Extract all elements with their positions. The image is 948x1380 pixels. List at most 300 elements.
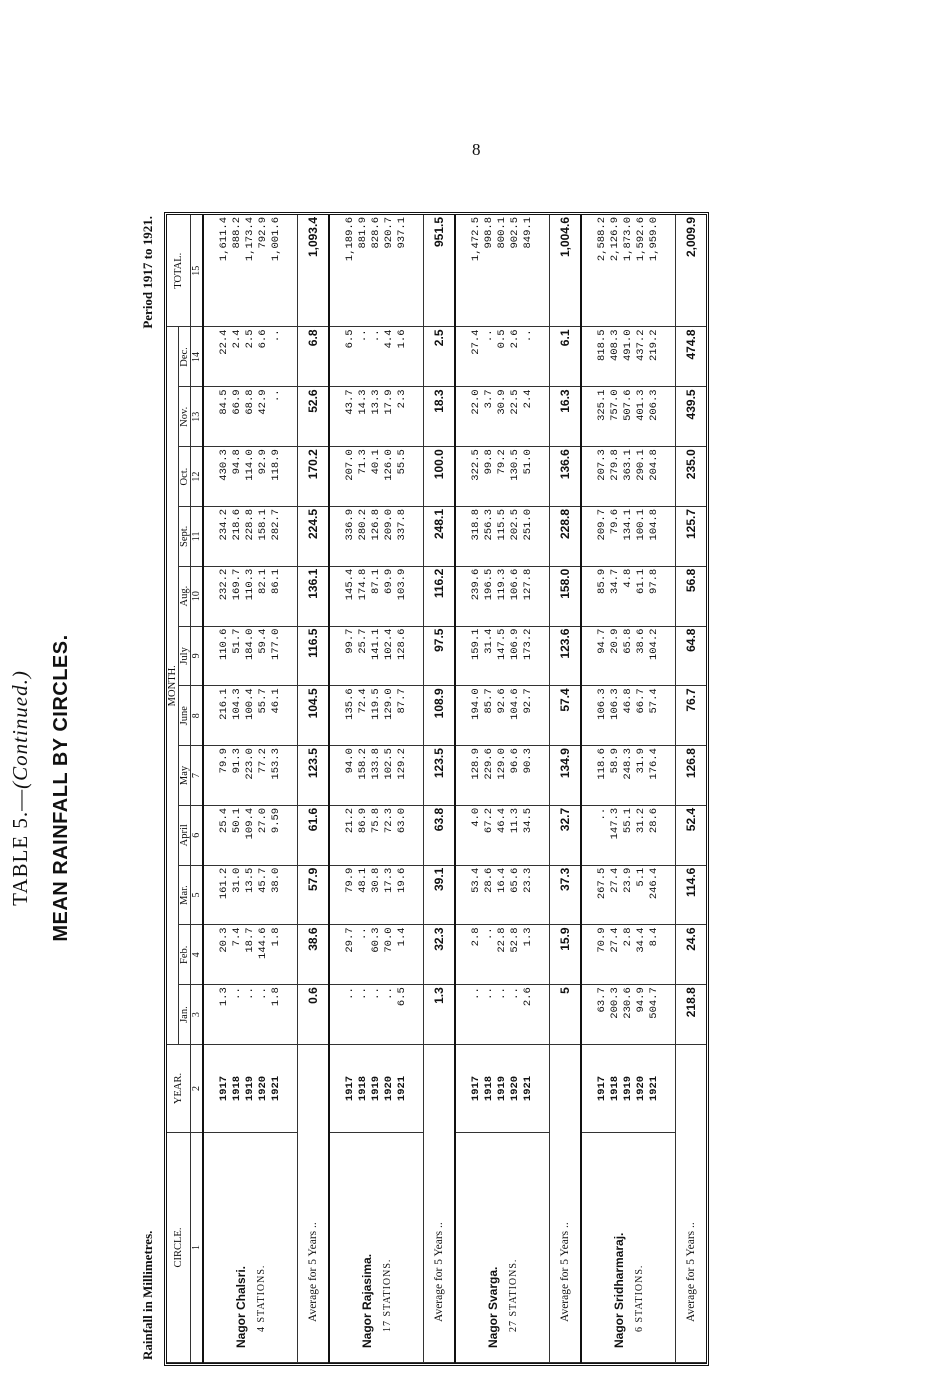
total-value: 828.6 xyxy=(370,217,382,249)
average-value: 57.4 xyxy=(550,686,582,746)
month-value: 23.9 xyxy=(622,867,634,893)
month-value: 79.6 xyxy=(609,508,621,535)
average-label: Average for 5 Years .. xyxy=(676,1045,707,1363)
month-value: 184.0 xyxy=(244,628,256,661)
month-value: 23.3 xyxy=(522,867,534,893)
month-value: 106.3 xyxy=(609,688,621,720)
month-value: 6.5 xyxy=(344,329,356,349)
month-value: 14.3 xyxy=(357,389,369,415)
month-value: 38.0 xyxy=(270,867,282,893)
year-value: 1921 xyxy=(522,1075,534,1102)
month-value: 94.0 xyxy=(344,748,356,774)
month-value: 133.8 xyxy=(370,748,382,780)
year-cell xyxy=(203,1045,298,1133)
page-number: 8 xyxy=(472,140,481,159)
total-cell xyxy=(329,215,424,327)
circle-cell xyxy=(581,1133,676,1363)
month-cell xyxy=(329,686,424,746)
month-cell xyxy=(581,985,676,1045)
average-value: 224.5 xyxy=(298,506,330,566)
year-value: 1920 xyxy=(509,1075,521,1102)
month-value: 1.3 xyxy=(522,927,534,947)
month-value: 1.4 xyxy=(396,927,408,947)
total-value: 1,592.6 xyxy=(635,217,647,262)
month-value: 207.3 xyxy=(596,449,608,481)
month-value: 206.3 xyxy=(648,389,660,421)
month-value: 66.9 xyxy=(231,389,243,415)
month-cell xyxy=(455,985,550,1045)
month-value: 128.9 xyxy=(470,748,482,780)
year-value: 1917 xyxy=(218,1075,230,1102)
circle-stations: 17 STATIONS. xyxy=(382,1258,393,1332)
month-value: 46.1 xyxy=(270,688,282,714)
month-cell xyxy=(203,566,298,626)
month-value: 66.7 xyxy=(635,688,647,714)
month-value: 232.2 xyxy=(218,568,230,601)
month-value: 22.8 xyxy=(496,927,508,953)
month-value: 22.5 xyxy=(509,389,521,415)
table-title: TABLE 5.—(Continued.) xyxy=(8,670,32,906)
average-value: 100.0 xyxy=(424,447,456,507)
month-value: 85.7 xyxy=(483,688,495,714)
header-month-6: July xyxy=(179,626,191,686)
average-value: 116.2 xyxy=(424,566,456,626)
month-value: 4.8 xyxy=(622,568,634,588)
average-value: 0.6 xyxy=(298,985,330,1045)
month-value: 43.7 xyxy=(344,389,356,415)
month-cell xyxy=(455,506,550,566)
month-cell xyxy=(581,506,676,566)
month-value: 94.7 xyxy=(596,628,608,654)
total-value: 849.1 xyxy=(522,217,534,249)
month-value: 491.0 xyxy=(622,329,634,362)
month-value: 25.7 xyxy=(357,628,369,654)
month-value: 282.7 xyxy=(270,508,282,541)
month-cell xyxy=(581,925,676,985)
month-value: 818.5 xyxy=(596,329,608,362)
month-value: 119.5 xyxy=(370,688,382,720)
header-colnum-5: 6 xyxy=(191,805,204,865)
month-value: 104.2 xyxy=(648,628,660,661)
year-value: 1921 xyxy=(396,1075,408,1102)
average-value: 1,004.6 xyxy=(550,215,582,327)
month-cell xyxy=(203,506,298,566)
month-value: 94.8 xyxy=(231,449,243,475)
month-value: 228.8 xyxy=(244,508,256,541)
month-value: .. xyxy=(244,987,256,1000)
month-value: 507.6 xyxy=(622,389,634,421)
month-value: 173.2 xyxy=(522,628,534,661)
month-value: .. xyxy=(483,329,495,343)
average-value: 136.6 xyxy=(550,447,582,507)
total-value: 920.7 xyxy=(383,217,395,249)
average-value: 228.8 xyxy=(550,506,582,566)
month-value: 13.3 xyxy=(370,389,382,415)
month-value: 65.8 xyxy=(622,628,634,654)
month-value: 72.4 xyxy=(357,688,369,714)
header-year: YEAR. xyxy=(167,1045,191,1133)
header-month-10: Nov. xyxy=(179,387,191,447)
average-row xyxy=(676,215,707,1363)
month-value: 318.8 xyxy=(470,508,482,541)
month-cell xyxy=(455,686,550,746)
month-value: 48.1 xyxy=(357,867,369,893)
month-value: 71.3 xyxy=(357,449,369,475)
average-value: 37.3 xyxy=(550,865,582,925)
month-value: 46.8 xyxy=(622,688,634,714)
rainfall-table xyxy=(164,212,709,1366)
month-value: 31.4 xyxy=(483,628,495,654)
month-cell xyxy=(329,865,424,925)
month-value: 22.4 xyxy=(218,329,230,355)
header-colnum-10: 11 xyxy=(191,506,204,566)
units-note: Rainfall in Millimetres. xyxy=(140,1230,155,1360)
header-colnum-1: 2 xyxy=(191,1045,204,1133)
month-value: .. xyxy=(596,807,608,821)
circle-data-row xyxy=(329,215,424,1363)
month-value: 230.6 xyxy=(622,987,634,1019)
year-value: 1920 xyxy=(383,1075,395,1102)
month-value: 129.2 xyxy=(396,748,408,780)
month-value: 61.1 xyxy=(635,568,647,594)
month-cell xyxy=(581,805,676,865)
month-value: .. xyxy=(496,987,508,1000)
average-value: 2,009.9 xyxy=(676,215,707,327)
total-value: 1,959.0 xyxy=(648,217,660,262)
month-value: 55.5 xyxy=(396,449,408,475)
month-value: 13.5 xyxy=(244,867,256,893)
month-value: 219.2 xyxy=(648,329,660,362)
month-cell xyxy=(455,805,550,865)
month-value: 159.1 xyxy=(470,628,482,661)
month-value: 52.8 xyxy=(509,927,521,953)
month-cell xyxy=(203,746,298,806)
month-value: 100.1 xyxy=(635,508,647,541)
month-value: .. xyxy=(344,987,356,1000)
total-value: 2,588.2 xyxy=(596,217,608,262)
average-value: 15.9 xyxy=(550,925,582,985)
month-value: 96.6 xyxy=(509,748,521,774)
month-value: 110.6 xyxy=(218,628,230,661)
month-value: 51.0 xyxy=(522,449,534,475)
average-value: 123.5 xyxy=(298,746,330,806)
month-value: 280.2 xyxy=(357,508,369,541)
header-month-5: June xyxy=(179,686,191,746)
month-cell xyxy=(581,566,676,626)
circle-data-row xyxy=(581,215,676,1363)
average-value: 16.3 xyxy=(550,387,582,447)
month-cell xyxy=(455,566,550,626)
header-colnum-12: 13 xyxy=(191,387,204,447)
month-value: 229.6 xyxy=(483,748,495,780)
month-value: 20.9 xyxy=(609,628,621,654)
month-value: 147.3 xyxy=(609,807,621,840)
month-cell xyxy=(329,566,424,626)
year-value: 1919 xyxy=(370,1075,382,1102)
month-value: 87.1 xyxy=(370,568,382,594)
month-value: 21.2 xyxy=(344,807,356,834)
month-value: 31.2 xyxy=(635,807,647,834)
month-value: 408.3 xyxy=(609,329,621,362)
month-value: 70.9 xyxy=(596,927,608,953)
month-value: .. xyxy=(483,927,495,941)
month-value: .. xyxy=(357,987,369,1000)
total-cell xyxy=(455,215,550,327)
average-row xyxy=(424,215,456,1363)
month-cell xyxy=(329,447,424,507)
month-value: 129.0 xyxy=(496,748,508,780)
month-value: 5.1 xyxy=(635,867,647,887)
month-value: 28.6 xyxy=(483,867,495,893)
average-value: 64.8 xyxy=(676,626,707,686)
header-colnum-11: 12 xyxy=(191,447,204,507)
year-value: 1919 xyxy=(244,1075,256,1102)
month-value: 3.7 xyxy=(483,389,495,409)
month-value: 99.7 xyxy=(344,628,356,654)
header-month-0: Jan. xyxy=(179,985,191,1045)
average-label: Average for 5 Years .. xyxy=(298,1045,330,1363)
month-cell xyxy=(581,447,676,507)
month-value: 256.3 xyxy=(483,508,495,541)
total-value: 998.8 xyxy=(483,217,495,249)
month-value: 86.1 xyxy=(270,568,282,594)
total-cell xyxy=(581,215,676,327)
total-value: 881.9 xyxy=(357,217,369,249)
month-value: 85.9 xyxy=(596,568,608,594)
month-value: 57.4 xyxy=(648,688,660,714)
average-value: 125.7 xyxy=(676,506,707,566)
month-value: 8.4 xyxy=(648,927,660,947)
month-value: 336.9 xyxy=(344,508,356,541)
year-value: 1920 xyxy=(635,1075,647,1102)
month-value: .. xyxy=(509,987,521,1000)
table-subtitle: MEAN RAINFALL BY CIRCLES. xyxy=(50,634,72,942)
total-value: 800.1 xyxy=(496,217,508,249)
average-value: 38.6 xyxy=(298,925,330,985)
average-value: 39.1 xyxy=(424,865,456,925)
month-value: .. xyxy=(257,987,269,1000)
total-value: 937.1 xyxy=(396,217,408,249)
month-value: 91.3 xyxy=(231,748,243,774)
month-value: 144.6 xyxy=(257,927,269,959)
month-cell xyxy=(203,447,298,507)
month-cell xyxy=(329,327,424,387)
year-value: 1917 xyxy=(470,1075,482,1102)
average-value: 61.6 xyxy=(298,805,330,865)
header-colnum-9: 10 xyxy=(191,566,204,626)
month-value: 290.1 xyxy=(635,449,647,481)
month-value: 4.0 xyxy=(470,807,482,827)
month-value: 38.6 xyxy=(635,628,647,654)
month-value: 504.7 xyxy=(648,987,660,1019)
average-value: 116.5 xyxy=(298,626,330,686)
month-value: 169.7 xyxy=(231,568,243,601)
month-value: 27.4 xyxy=(609,927,621,953)
month-value: 177.0 xyxy=(270,628,282,661)
month-value: 22.0 xyxy=(470,389,482,415)
circle-name: Nagor Rajasima. xyxy=(360,1253,374,1348)
header-month-4: May xyxy=(179,746,191,806)
month-value: .. xyxy=(522,329,534,343)
header-colnum-3: 4 xyxy=(191,925,204,985)
month-cell xyxy=(455,865,550,925)
month-value: 92.7 xyxy=(522,688,534,714)
month-value: .. xyxy=(270,329,282,343)
average-row xyxy=(298,215,330,1363)
total-value: 1,001.6 xyxy=(270,217,282,262)
month-value: 60.3 xyxy=(370,927,382,953)
month-value: 87.7 xyxy=(396,688,408,714)
average-value: 123.6 xyxy=(550,626,582,686)
header-month-1: Feb. xyxy=(179,925,191,985)
month-value: 40.1 xyxy=(370,449,382,475)
month-value: 31.9 xyxy=(635,748,647,774)
month-value: 63.7 xyxy=(596,987,608,1013)
month-value: 103.9 xyxy=(396,568,408,601)
month-value: 28.6 xyxy=(648,807,660,834)
header-colnum-13: 14 xyxy=(191,327,204,387)
circle-cell xyxy=(329,1133,424,1363)
average-value: 108.9 xyxy=(424,686,456,746)
month-value: 19.6 xyxy=(396,867,408,893)
month-value: .. xyxy=(383,987,395,1000)
average-value: 32.7 xyxy=(550,805,582,865)
month-value: 77.2 xyxy=(257,748,269,774)
month-value: 325.1 xyxy=(596,389,608,421)
month-value: 53.4 xyxy=(470,867,482,893)
month-value: 1.8 xyxy=(270,927,282,947)
month-value: 1.8 xyxy=(270,987,282,1007)
average-value: 18.3 xyxy=(424,387,456,447)
month-value: 119.3 xyxy=(496,568,508,601)
month-cell xyxy=(203,387,298,447)
month-cell xyxy=(455,626,550,686)
month-value: 202.5 xyxy=(509,508,521,541)
month-value: 110.3 xyxy=(244,568,256,601)
average-value: 57.9 xyxy=(298,865,330,925)
month-value: 34.7 xyxy=(609,568,621,594)
month-value: 4.4 xyxy=(383,329,395,349)
year-value: 1917 xyxy=(344,1075,356,1102)
month-value: 97.8 xyxy=(648,568,660,594)
header-colnum-6: 7 xyxy=(191,746,204,806)
month-cell xyxy=(329,925,424,985)
month-value: 135.6 xyxy=(344,688,356,720)
month-value: 55.1 xyxy=(622,807,634,834)
average-label: Average for 5 Years .. xyxy=(424,1045,456,1363)
average-value: 5 xyxy=(550,985,582,1045)
circle-stations: 27 STATIONS. xyxy=(508,1258,519,1332)
average-value: 134.9 xyxy=(550,746,582,806)
average-value: 951.5 xyxy=(424,215,456,327)
month-value: 2.6 xyxy=(509,329,521,349)
month-value: 209.0 xyxy=(383,508,395,541)
average-value: 6.8 xyxy=(298,327,330,387)
month-value: 114.0 xyxy=(244,449,256,481)
month-value: 45.7 xyxy=(257,867,269,893)
month-value: 30.9 xyxy=(496,389,508,415)
month-value: 196.5 xyxy=(483,568,495,601)
month-value: 11.3 xyxy=(509,807,521,834)
month-value: 100.4 xyxy=(244,688,256,720)
month-value: 129.0 xyxy=(383,688,395,720)
circle-stations: 6 STATIONS. xyxy=(634,1264,645,1332)
month-cell xyxy=(455,447,550,507)
month-value: .. xyxy=(370,987,382,1000)
circle-stations: 4 STATIONS. xyxy=(256,1264,267,1332)
year-value: 1919 xyxy=(496,1075,508,1102)
month-value: 7.4 xyxy=(231,927,243,947)
month-value: 145.4 xyxy=(344,568,356,601)
total-value: 1,873.0 xyxy=(622,217,634,262)
month-value: 109.4 xyxy=(244,807,256,840)
average-label: Average for 5 Years .. xyxy=(550,1045,582,1363)
month-value: 42.9 xyxy=(257,389,269,415)
header-colnum-8: 9 xyxy=(191,626,204,686)
month-value: 50.1 xyxy=(231,807,243,834)
month-cell xyxy=(329,506,424,566)
month-value: 104.3 xyxy=(231,688,243,720)
year-cell xyxy=(581,1045,676,1133)
header-month-3: April xyxy=(179,805,191,865)
month-value: 106.6 xyxy=(509,568,521,601)
month-cell xyxy=(455,387,550,447)
month-value: 27.0 xyxy=(257,807,269,834)
header-total: TOTAL. xyxy=(167,215,191,327)
average-value: 24.6 xyxy=(676,925,707,985)
month-value: 246.4 xyxy=(648,867,660,900)
month-value: 200.3 xyxy=(609,987,621,1019)
average-value: 126.8 xyxy=(676,746,707,806)
average-value: 97.5 xyxy=(424,626,456,686)
average-value: 1.3 xyxy=(424,985,456,1045)
month-value: 55.7 xyxy=(257,688,269,714)
month-cell xyxy=(329,626,424,686)
month-value: 46.4 xyxy=(496,807,508,834)
month-value: 72.3 xyxy=(383,807,395,834)
total-value: 888.2 xyxy=(231,217,243,249)
month-value: 102.5 xyxy=(383,748,395,780)
month-cell xyxy=(203,686,298,746)
month-value: 6.5 xyxy=(396,987,408,1007)
month-value: 29.7 xyxy=(344,927,356,953)
month-value: 2.5 xyxy=(244,329,256,349)
header-month: MONTH. xyxy=(167,327,179,1045)
month-value: 2.6 xyxy=(522,987,534,1007)
month-value: 194.0 xyxy=(470,688,482,720)
month-value: 104.6 xyxy=(509,688,521,720)
month-cell xyxy=(203,925,298,985)
circle-name: Nagor Chalsri. xyxy=(234,1265,248,1348)
month-value: 126.0 xyxy=(383,449,395,481)
month-cell xyxy=(581,865,676,925)
month-value: 251.0 xyxy=(522,508,534,541)
month-value: 174.8 xyxy=(357,568,369,601)
month-value: 337.8 xyxy=(396,508,408,541)
month-cell xyxy=(581,327,676,387)
month-value: 63.0 xyxy=(396,807,408,834)
month-value: 59.4 xyxy=(257,628,269,654)
average-value: 123.5 xyxy=(424,746,456,806)
total-value: 792.9 xyxy=(257,217,269,249)
average-value: 439.5 xyxy=(676,387,707,447)
total-value: 2,126.9 xyxy=(609,217,621,262)
month-value: 75.8 xyxy=(370,807,382,834)
month-value: 158.1 xyxy=(257,508,269,541)
month-cell xyxy=(455,746,550,806)
header-colnum-2: 3 xyxy=(191,985,204,1045)
month-value: 1.3 xyxy=(218,987,230,1007)
